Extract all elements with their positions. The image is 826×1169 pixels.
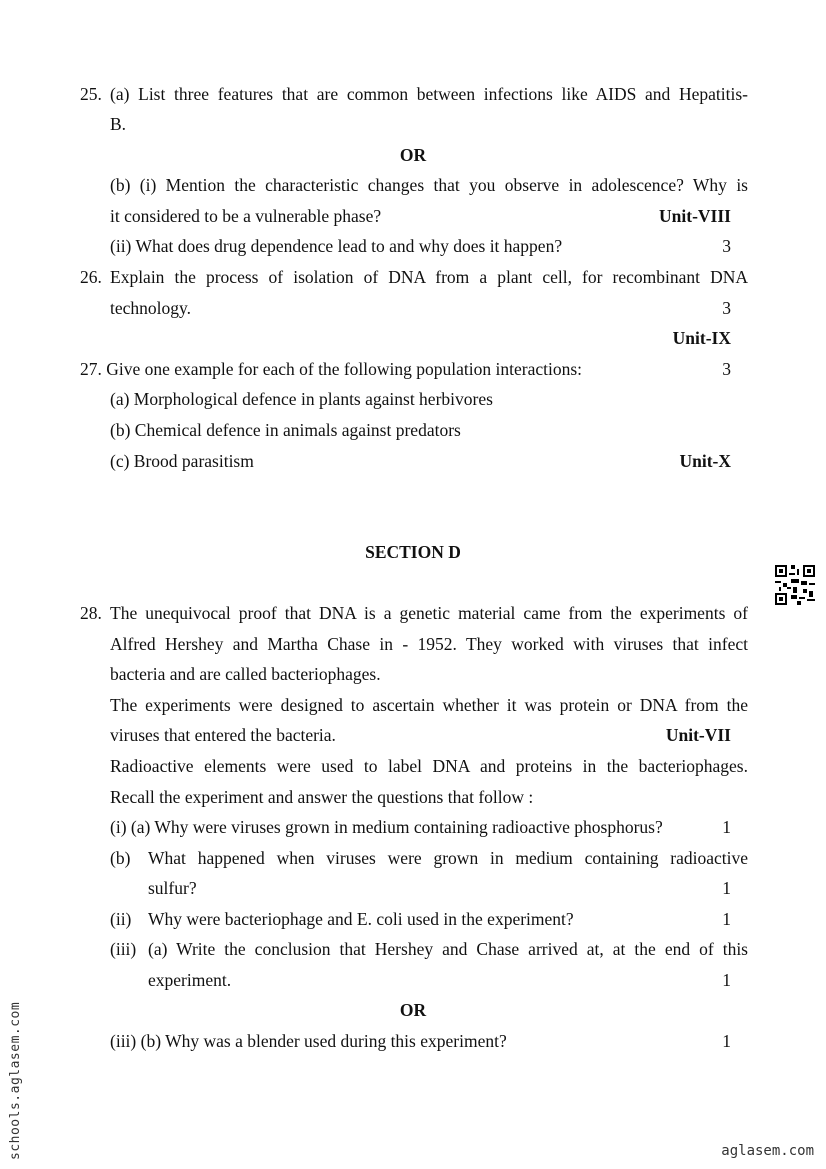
q25-number: 25.: [80, 84, 102, 104]
q28-i-a: (i) (a) Why were viruses grown in medium containing radioactive phosphorus?: [110, 817, 663, 837]
side-watermark: schools.aglasem.com: [8, 1001, 23, 1160]
q28-line3: bacteria and are called bacteriophages.: [110, 664, 381, 684]
q26-marks: 3: [722, 298, 731, 318]
q25-b-line1: (b) (i) Mention the characteristic changes that you observe in adolescence? Why is: [110, 175, 748, 195]
q28-iii-b: (iii) (b) Why was a blender used during this experiment?: [110, 1031, 507, 1051]
q28-ii: Why were bacteriophage and E. coli used in the experiment?: [148, 909, 574, 929]
q28-ii-label: (ii): [110, 909, 132, 929]
q28-line5: viruses that entered the bacteria.: [110, 725, 336, 745]
q25-or: OR: [399, 145, 427, 165]
q28-b-label: (b): [110, 848, 131, 868]
q26-line2: technology.: [110, 298, 191, 318]
q26-unit: Unit-IX: [672, 328, 731, 348]
q28-iii-a-marks: 1: [722, 970, 731, 990]
q27-marks: 3: [722, 359, 731, 379]
q28-line4: The experiments were designed to ascertain whether it was protein or DNA from the: [110, 695, 748, 715]
q28-b-line1: What happened when viruses were grown in medium containing radioactive: [148, 848, 748, 868]
q28-unit: Unit-VII: [665, 725, 731, 745]
q28-line1: The unequivocal proof that DNA is a genetic material came from the experiments of: [110, 603, 748, 623]
q28-iii-a-line1: (a) Write the conclusion that Hershey and Chase arrived at, at the end of this: [148, 939, 748, 959]
q28-number: 28.: [80, 603, 102, 623]
q28-i-a-marks: 1: [722, 817, 731, 837]
q25-marks: 3: [722, 236, 731, 256]
q27-line1: 27. Give one example for each of the following population interactions:: [80, 359, 583, 379]
q25-ii: (ii) What does drug dependence lead to and why does it happen?: [110, 236, 563, 256]
q28-iii-b-marks: 1: [722, 1031, 731, 1051]
footer-watermark: aglasem.com: [721, 1143, 814, 1159]
q28-line2: Alfred Hershey and Martha Chase in - 1952. They worked with viruses that infect: [110, 634, 748, 654]
q28-or: OR: [399, 1000, 427, 1020]
q27-b: (b) Chemical defence in animals against predators: [110, 420, 461, 440]
q28-iii-label: (iii): [110, 939, 137, 959]
q26-line1: Explain the process of isolation of DNA from a plant cell, for recombinant DNA: [110, 267, 748, 287]
q28-ii-marks: 1: [722, 909, 731, 929]
q25-unit: Unit-VIII: [659, 206, 731, 226]
q28-b-marks: 1: [722, 878, 731, 898]
q28-line7: Recall the experiment and answer the questions that follow :: [110, 787, 534, 807]
q28-iii-a-line2: experiment.: [148, 970, 232, 990]
q28-b-line2: sulfur?: [148, 878, 197, 898]
q25-b-line2: it considered to be a vulnerable phase?: [110, 206, 382, 226]
section-heading: SECTION D: [365, 542, 461, 562]
qr-code-icon: [775, 565, 815, 605]
q25-a-line1: (a) List three features that are common between infections like AIDS and Hepatitis-: [110, 84, 748, 104]
q27-unit: Unit-X: [679, 451, 731, 471]
q27-a: (a) Morphological defence in plants against herbivores: [110, 389, 493, 409]
q26-number: 26.: [80, 267, 102, 287]
q27-c: (c) Brood parasitism: [110, 451, 254, 471]
q25-a-line2: B.: [110, 114, 127, 134]
q28-line6: Radioactive elements were used to label DNA and proteins in the bacteriophages.: [110, 756, 748, 776]
